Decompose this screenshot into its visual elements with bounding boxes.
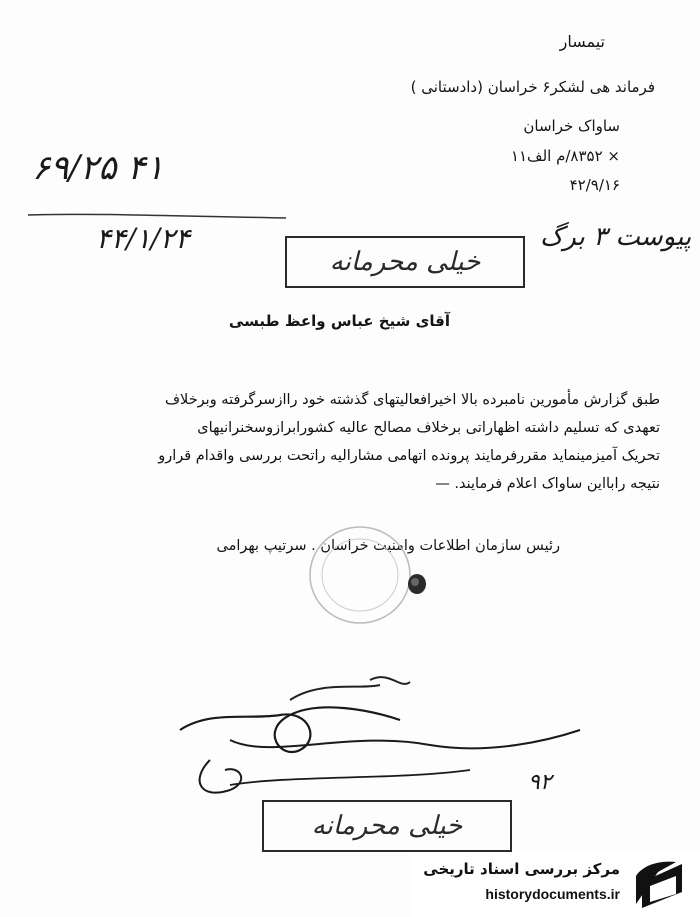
- watermark-url: historydocuments.ir: [485, 886, 620, 902]
- subject-line: آقای شیخ عباس واعظ طبسی: [228, 312, 450, 330]
- archive-logo-icon: [628, 854, 690, 916]
- seal-mark: [300, 520, 420, 630]
- body-line-3: تحریک آمیزمینماید مقررفرمایند پرونده اتهامی مشارالیه راتحت بررسی واقدام قرارو: [158, 448, 660, 464]
- handwritten-margin-note: ۹۲: [528, 770, 552, 795]
- body-line-2: تعهدی که تسلیم داشته اظهاراتی برخلاف مصالح عالیه کشورابرازوسخنرانیهای: [197, 420, 660, 436]
- confidential-stamp-bottom: خیلی محرمانه: [262, 800, 512, 852]
- signature-title: رئیس سازمان اطلاعات وامنیت خراسان . سرتیپ بهرامی: [216, 538, 560, 554]
- watermark-name: مرکز بررسی اسناد تاریخی: [423, 860, 620, 878]
- letter-body: [40, 386, 660, 498]
- ink-blot: [405, 572, 429, 596]
- confidential-stamp-top: خیلی محرمانه: [285, 236, 525, 288]
- sender-line: ساواک خراسان: [523, 117, 620, 135]
- handwritten-attachment-note: پیوست ۳ برگ: [540, 222, 692, 252]
- body-line-4: نتیجه رابااین ساواک اعلام فرمایند. —: [435, 476, 660, 492]
- reference-number: × ۸۳۵۲/م الف۱۱: [510, 147, 620, 165]
- handwritten-date: ۴۴/۱/۲۴: [96, 222, 191, 255]
- divider-line: [28, 210, 288, 220]
- handwritten-file-number: ۶۹/۲۵ ۴۱: [32, 148, 164, 188]
- body-line-1: طبق گزارش مأمورین نامبرده بالا اخیرافعالیتهای گذشته خود راازسرگرفته وبرخلاف: [165, 392, 660, 408]
- archive-watermark: [410, 852, 700, 917]
- document-date: ۴۲/۹/۱۶: [569, 176, 620, 194]
- recipient-line: فرماند هی لشکر۶ خراسان (دادستانی ): [410, 78, 655, 96]
- recipient-title: تیمسار: [559, 32, 605, 51]
